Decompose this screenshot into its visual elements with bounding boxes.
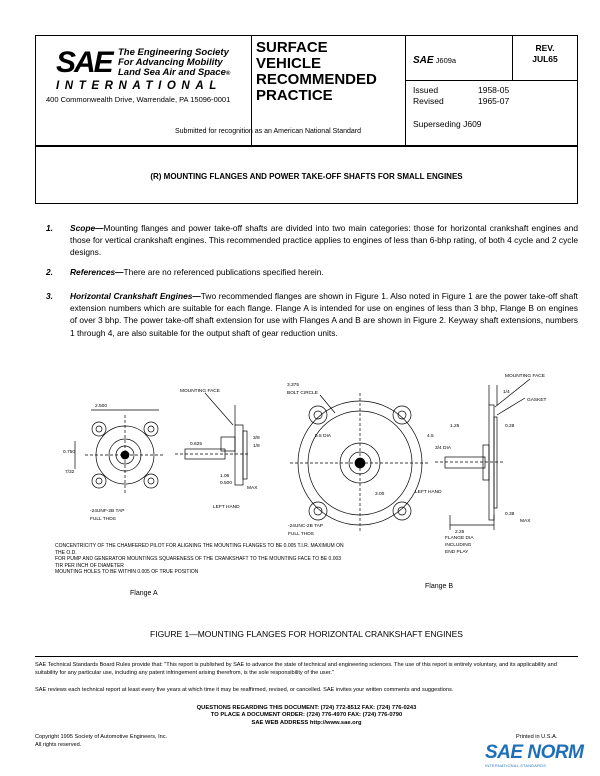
label-dim-0-38: 0.38 — [505, 512, 515, 517]
registered-mark: ® — [225, 71, 231, 77]
society-tagline — [118, 48, 258, 79]
rights-line: All rights reserved. — [35, 741, 82, 748]
label-dim-1-25: 1.25 — [450, 424, 460, 429]
flange-b-front-view — [290, 393, 430, 533]
title-line-3: RECOMMENDED — [256, 71, 377, 88]
flange-b-label: Flange B — [425, 583, 454, 590]
issued-label: Issued — [413, 85, 439, 95]
label-left-hand-a: LEFT HAND — [213, 505, 240, 510]
document-number — [413, 55, 456, 66]
label-dim-3-00: 3.00 — [375, 492, 385, 497]
title-band-bottom — [35, 203, 578, 204]
rev-value: JUL65 — [532, 54, 558, 64]
section-3-text: Two recommended flanges are shown in Figure 1. Also noted in Figure 1 are the power take-off shaft extension numbers which are suitable for each flange. Flange A is intended for use on engines of less than 3 bhp, Flange B on engines of over 3 bhp. The power take-off shaft extension for use with Flanges A and B are shown in Figure 2. Keyway shaft extensions, numbers 1 through 4, are also suitable for the output shaft of gear reduction units. — [70, 291, 578, 338]
footer-standards-board: SAE Technical Standards Board Rules provide that: "This report is published by SAE to advance the state of technical and engineering sciences. The use of this report is entirely voluntary, and its applicability and suitability for any particular use, including any patent infringement arising therefrom, is the sole responsibility of the user." — [35, 662, 557, 676]
sae-address: 400 Commonwealth Drive, Warrendale, PA 15096-0001 — [46, 95, 231, 104]
watermark-subtitle: INTERNATIONAL STANDARDS — [485, 764, 547, 768]
label-dim-2-500: 2.500 — [95, 404, 108, 409]
issued-value: 1958-05 — [478, 85, 510, 95]
section-1-text: Mounting flanges and power take-off shafts are divided into two main categories: those for horizontal crankshaft engines and those for vertical crankshaft engines. This recommended practice applies to engines of less than 6-bhp rating, of both 4 cycle and 2 cycle designs. — [70, 223, 578, 258]
copyright-line: Copyright 1995 Society of Automotive Engineers, Inc. — [35, 734, 168, 740]
flange-a-label: Flange A — [130, 590, 158, 597]
section-2-references — [70, 266, 578, 278]
label-tap-a: -24UNF-2B TAP — [90, 509, 125, 514]
printed-in: Printed in U.S.A. — [516, 734, 558, 740]
label-bolt-circle: BOLT CIRCLE — [287, 391, 319, 396]
document-title: (R) MOUNTING FLANGES AND POWER TAKE-OFF SHAFTS FOR SMALL ENGINES — [150, 172, 463, 181]
society-line-2: For Advancing Mobility — [118, 57, 223, 68]
society-line-1: The Engineering Society — [118, 47, 229, 58]
section-2-number: 2. — [46, 267, 53, 277]
title-band-right — [577, 146, 578, 203]
sae-logo: SAE — [56, 46, 112, 79]
leader-mounting-face-a — [205, 393, 233, 425]
header-divider-4 — [405, 80, 578, 81]
flange-a-side-view — [175, 405, 250, 485]
figure-notes — [55, 543, 345, 576]
revision-block — [512, 43, 578, 65]
footer-copyright — [35, 734, 167, 749]
label-including: INCLUDING — [445, 543, 472, 548]
label-dim-1-4: 1/4 — [503, 390, 510, 395]
footer-web: SAE WEB ADDRESS http://www.sae.org — [251, 719, 362, 726]
label-tap-b: -24UNC-2B TAP — [288, 524, 324, 529]
figure-note-2: FOR PUMP AND GENERATOR MOUNTINGS SQUARENESS OF THE CRANKSHAFT TO THE MOUNTING FACE TO BE 0.003 TIR PER INCH OF DIAMETER — [55, 556, 342, 569]
footer-questions: QUESTIONS REGARDING THIS DOCUMENT: (724) 772-8512 FAX: (724) 776-0243 — [196, 705, 417, 711]
supersedes-text: Superseding J609 — [413, 119, 482, 129]
section-3-horizontal — [70, 290, 578, 339]
label-dim-0-28: 0.28 — [505, 424, 515, 429]
flange-a-front-view — [75, 410, 165, 495]
sae-norm-watermark: SAE NORM — [485, 742, 584, 763]
title-line-1: SURFACE — [256, 39, 328, 56]
label-end-play: END PLAY — [445, 550, 469, 555]
flange-b-side-view — [435, 385, 505, 530]
international-wordmark: INTERNATIONAL — [56, 80, 222, 92]
doc-prefix: SAE — [413, 55, 434, 66]
title-line-2: VEHICLE — [256, 55, 322, 72]
label-dim-5-5: 5.5 DIA — [315, 434, 331, 439]
leader-gasket — [497, 398, 525, 415]
section-2-heading: References— — [70, 267, 124, 277]
revised-label: Revised — [413, 96, 444, 106]
document-type-title — [256, 40, 406, 104]
label-dim-0-750: 0.750 — [63, 450, 76, 455]
label-dim-1-06: 1.06 — [220, 474, 230, 479]
section-1-number: 1. — [46, 223, 53, 233]
society-line-3 — [118, 68, 258, 79]
society-line-3-text: Land Sea Air and Space — [118, 67, 226, 78]
revised-value: 1965-07 — [478, 96, 510, 106]
leader-mounting-face-b — [495, 379, 530, 407]
label-dim-7-32: 7/32 — [65, 470, 75, 475]
section-1-scope — [70, 222, 578, 259]
title-band-top — [35, 146, 578, 147]
label-dim-3-375: 3.375 — [287, 383, 300, 388]
figure-note-3: MOUNTING HOLES TO BE WITHIN 0.005 OF TRUE POSITION — [55, 569, 199, 575]
label-max-a: MAX — [247, 486, 258, 491]
label-dim-2-25: 2.25 — [455, 530, 465, 535]
label-full-thds-a: FULL THDS — [90, 517, 116, 522]
submitted-statement: Submitted for recognition as an American National Standard — [175, 128, 361, 135]
footer-rule — [35, 656, 578, 657]
figure-note-1: CONCENTRICITY OF THE CHAMFERED PILOT FOR ALIGNING THE MOUNTING FLANGES TO BE 0.005 T.I.R. MAXIMUM ON THE O.D. — [55, 543, 344, 556]
label-flange-dia: FLANGE DIA — [445, 536, 474, 541]
label-dim-3-8: 3/8 — [253, 436, 260, 441]
section-3-number: 3. — [46, 291, 53, 301]
label-mounting-face-a: MOUNTING FACE — [180, 389, 220, 394]
label-max-b: MAX — [520, 519, 531, 524]
figure-1-caption: FIGURE 1—MOUNTING FLANGES FOR HORIZONTAL CRANKSHAFT ENGINES — [150, 629, 463, 639]
title-line-4: PRACTICE — [256, 87, 333, 104]
section-3-heading: Horizontal Crankshaft Engines— — [70, 291, 201, 301]
label-full-thds-b: FULL THDS — [288, 532, 314, 537]
section-2-text: There are no referenced publications specified herein. — [123, 267, 324, 277]
doc-number: J609a — [435, 56, 457, 65]
label-dim-4-5: 4.5 — [427, 434, 434, 439]
label-dim-0-625: 0.625 — [190, 442, 203, 447]
footer-contacts — [35, 705, 578, 727]
label-mounting-face-b: MOUNTING FACE — [505, 374, 545, 379]
title-band-left — [35, 146, 36, 203]
label-left-hand-b: LEFT HAND — [415, 490, 442, 495]
rev-label: REV. — [535, 43, 555, 53]
section-1-heading: Scope— — [70, 223, 104, 233]
label-dim-3-4-dia: 3/4 DIA — [435, 446, 451, 451]
label-gasket: GASKET — [527, 398, 547, 403]
footer-order: TO PLACE A DOCUMENT ORDER: (724) 776-4970 FAX: (724) 776-0790 — [210, 712, 403, 719]
label-dim-1-8: 1/8 — [253, 444, 260, 449]
footer-review: SAE reviews each technical report at least every five years at which time it may be reaffirmed, revised, or cancelled. SAE invites your written comments and suggestions. — [35, 687, 454, 693]
label-dim-0-500: 0.500 — [220, 481, 233, 486]
